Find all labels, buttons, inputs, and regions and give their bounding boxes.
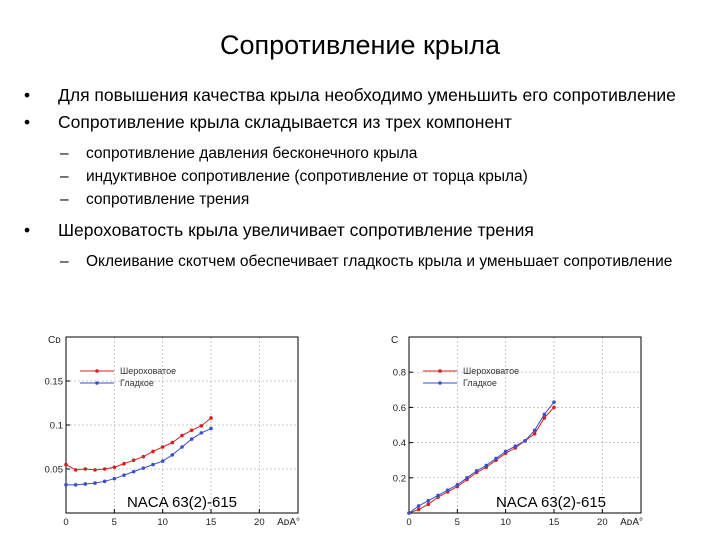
data-point [417,508,421,512]
data-point [417,504,421,508]
bullet-mark: • [24,85,31,105]
data-point [171,453,175,457]
y-tick-label: 0.2 [392,473,406,485]
dash-mark: – [60,168,69,185]
data-point [190,437,194,441]
data-point [200,424,204,428]
x-tick-label: 20 [597,517,608,528]
legend-marker [95,381,99,385]
bullet-text: Для повышения качества крыла необходимо уменьшить его сопротивление [58,85,676,105]
legend-label: Шероховатое [463,366,520,376]
lift-coefficient-chart [365,325,665,535]
x-tick-label: 20 [254,517,265,528]
bullet-text: Сопротивление крыла складывается из трех компонент [58,112,512,132]
data-point [446,488,450,492]
y-tick-label: 0.8 [392,367,406,379]
drag-coefficient-chart [22,325,322,535]
sub-bullet-text: сопротивление давления бесконечного крыла [86,145,418,162]
data-point [523,439,527,443]
data-point [543,413,547,417]
dash-mark: – [60,191,69,208]
data-point [142,455,146,459]
x-tick-label: 0 [406,517,412,528]
x-tick-label: 15 [205,517,217,528]
series-line-1 [66,429,211,485]
sub-bullet-item [18,144,698,164]
dash-mark: – [60,145,69,162]
dash-mark: – [60,253,69,270]
y-tick-label: 0.1 [49,420,63,432]
x-axis-label: AᴅA° [620,517,643,528]
data-point [180,445,184,449]
data-point [64,483,68,487]
data-point [132,458,136,462]
y-tick-label: 0.6 [392,402,406,414]
data-point [552,400,556,404]
data-point [209,427,213,431]
bullet-mark: • [24,220,31,240]
data-point [427,499,431,503]
data-point [407,511,411,515]
data-point [93,468,97,472]
bullet-item [18,219,698,241]
legend-marker [438,381,442,385]
data-point [122,462,126,466]
data-point [161,445,165,449]
legend-marker [438,369,442,373]
data-point [103,480,107,484]
x-tick-label: 10 [157,517,168,528]
sub-bullet-text: сопротивление трения [86,191,250,208]
chart-caption: NACA 63(2)-615 [126,494,238,511]
x-tick-label: 10 [500,517,511,528]
y-axis-label: C [391,335,399,346]
data-point [514,444,518,448]
bullet-mark: • [24,112,31,132]
data-point [64,463,68,467]
data-point [533,428,537,432]
legend-marker [95,369,99,373]
data-point [84,467,88,471]
plot-frame [409,337,641,513]
data-point [84,482,88,486]
x-tick-label: 15 [548,517,560,528]
data-point [456,483,460,487]
data-point [74,483,78,487]
data-point [74,468,78,472]
bullet-item [18,111,698,133]
data-point [485,464,489,468]
data-point [209,416,213,420]
data-point [161,459,165,463]
data-point [171,441,175,445]
data-point [436,494,440,498]
sub-bullet-item [18,252,698,272]
data-point [552,406,556,410]
x-axis-label: AᴅA° [277,517,300,528]
x-tick-label: 5 [454,517,460,528]
data-point [533,432,537,436]
data-point [465,476,469,480]
data-point [113,477,117,481]
legend-label: Гладкое [463,378,497,388]
slide-title: Сопротивление крыла [219,30,501,60]
data-point [122,473,126,477]
data-point [151,463,155,467]
data-point [494,457,498,461]
data-point [200,431,204,435]
bullet-list [18,84,698,275]
sub-bullet-text: индуктивное сопротивление (сопротивление от торца крыла) [86,168,528,185]
data-point [504,450,508,454]
y-tick-label: 0.4 [392,438,406,450]
bullet-text: Шероховатость крыла увеличивает сопротивление трения [58,220,534,240]
series-line-0 [66,418,211,470]
y-tick-label: 0.15 [44,376,63,388]
legend-label: Гладкое [120,378,154,388]
data-point [103,467,107,471]
data-point [151,450,155,454]
y-tick-label: 0.05 [44,464,63,476]
sub-bullet-item [18,190,698,210]
data-point [475,469,479,473]
sub-bullet-item [18,167,698,187]
data-point [132,470,136,474]
data-point [180,434,184,438]
x-tick-label: 5 [111,517,117,528]
data-point [93,481,97,485]
y-axis-label: Cᴅ [48,335,61,346]
sub-bullet-text: Оклеивание скотчем обеспечивает гладкость крыла и уменьшает сопротивление [86,253,673,270]
x-tick-label: 0 [63,517,69,528]
bullet-item [18,84,698,106]
data-point [427,502,431,506]
data-point [113,465,117,469]
data-point [190,428,194,432]
data-point [142,466,146,470]
chart-caption: NACA 63(2)-615 [495,494,607,511]
legend-label: Шероховатое [120,366,177,376]
